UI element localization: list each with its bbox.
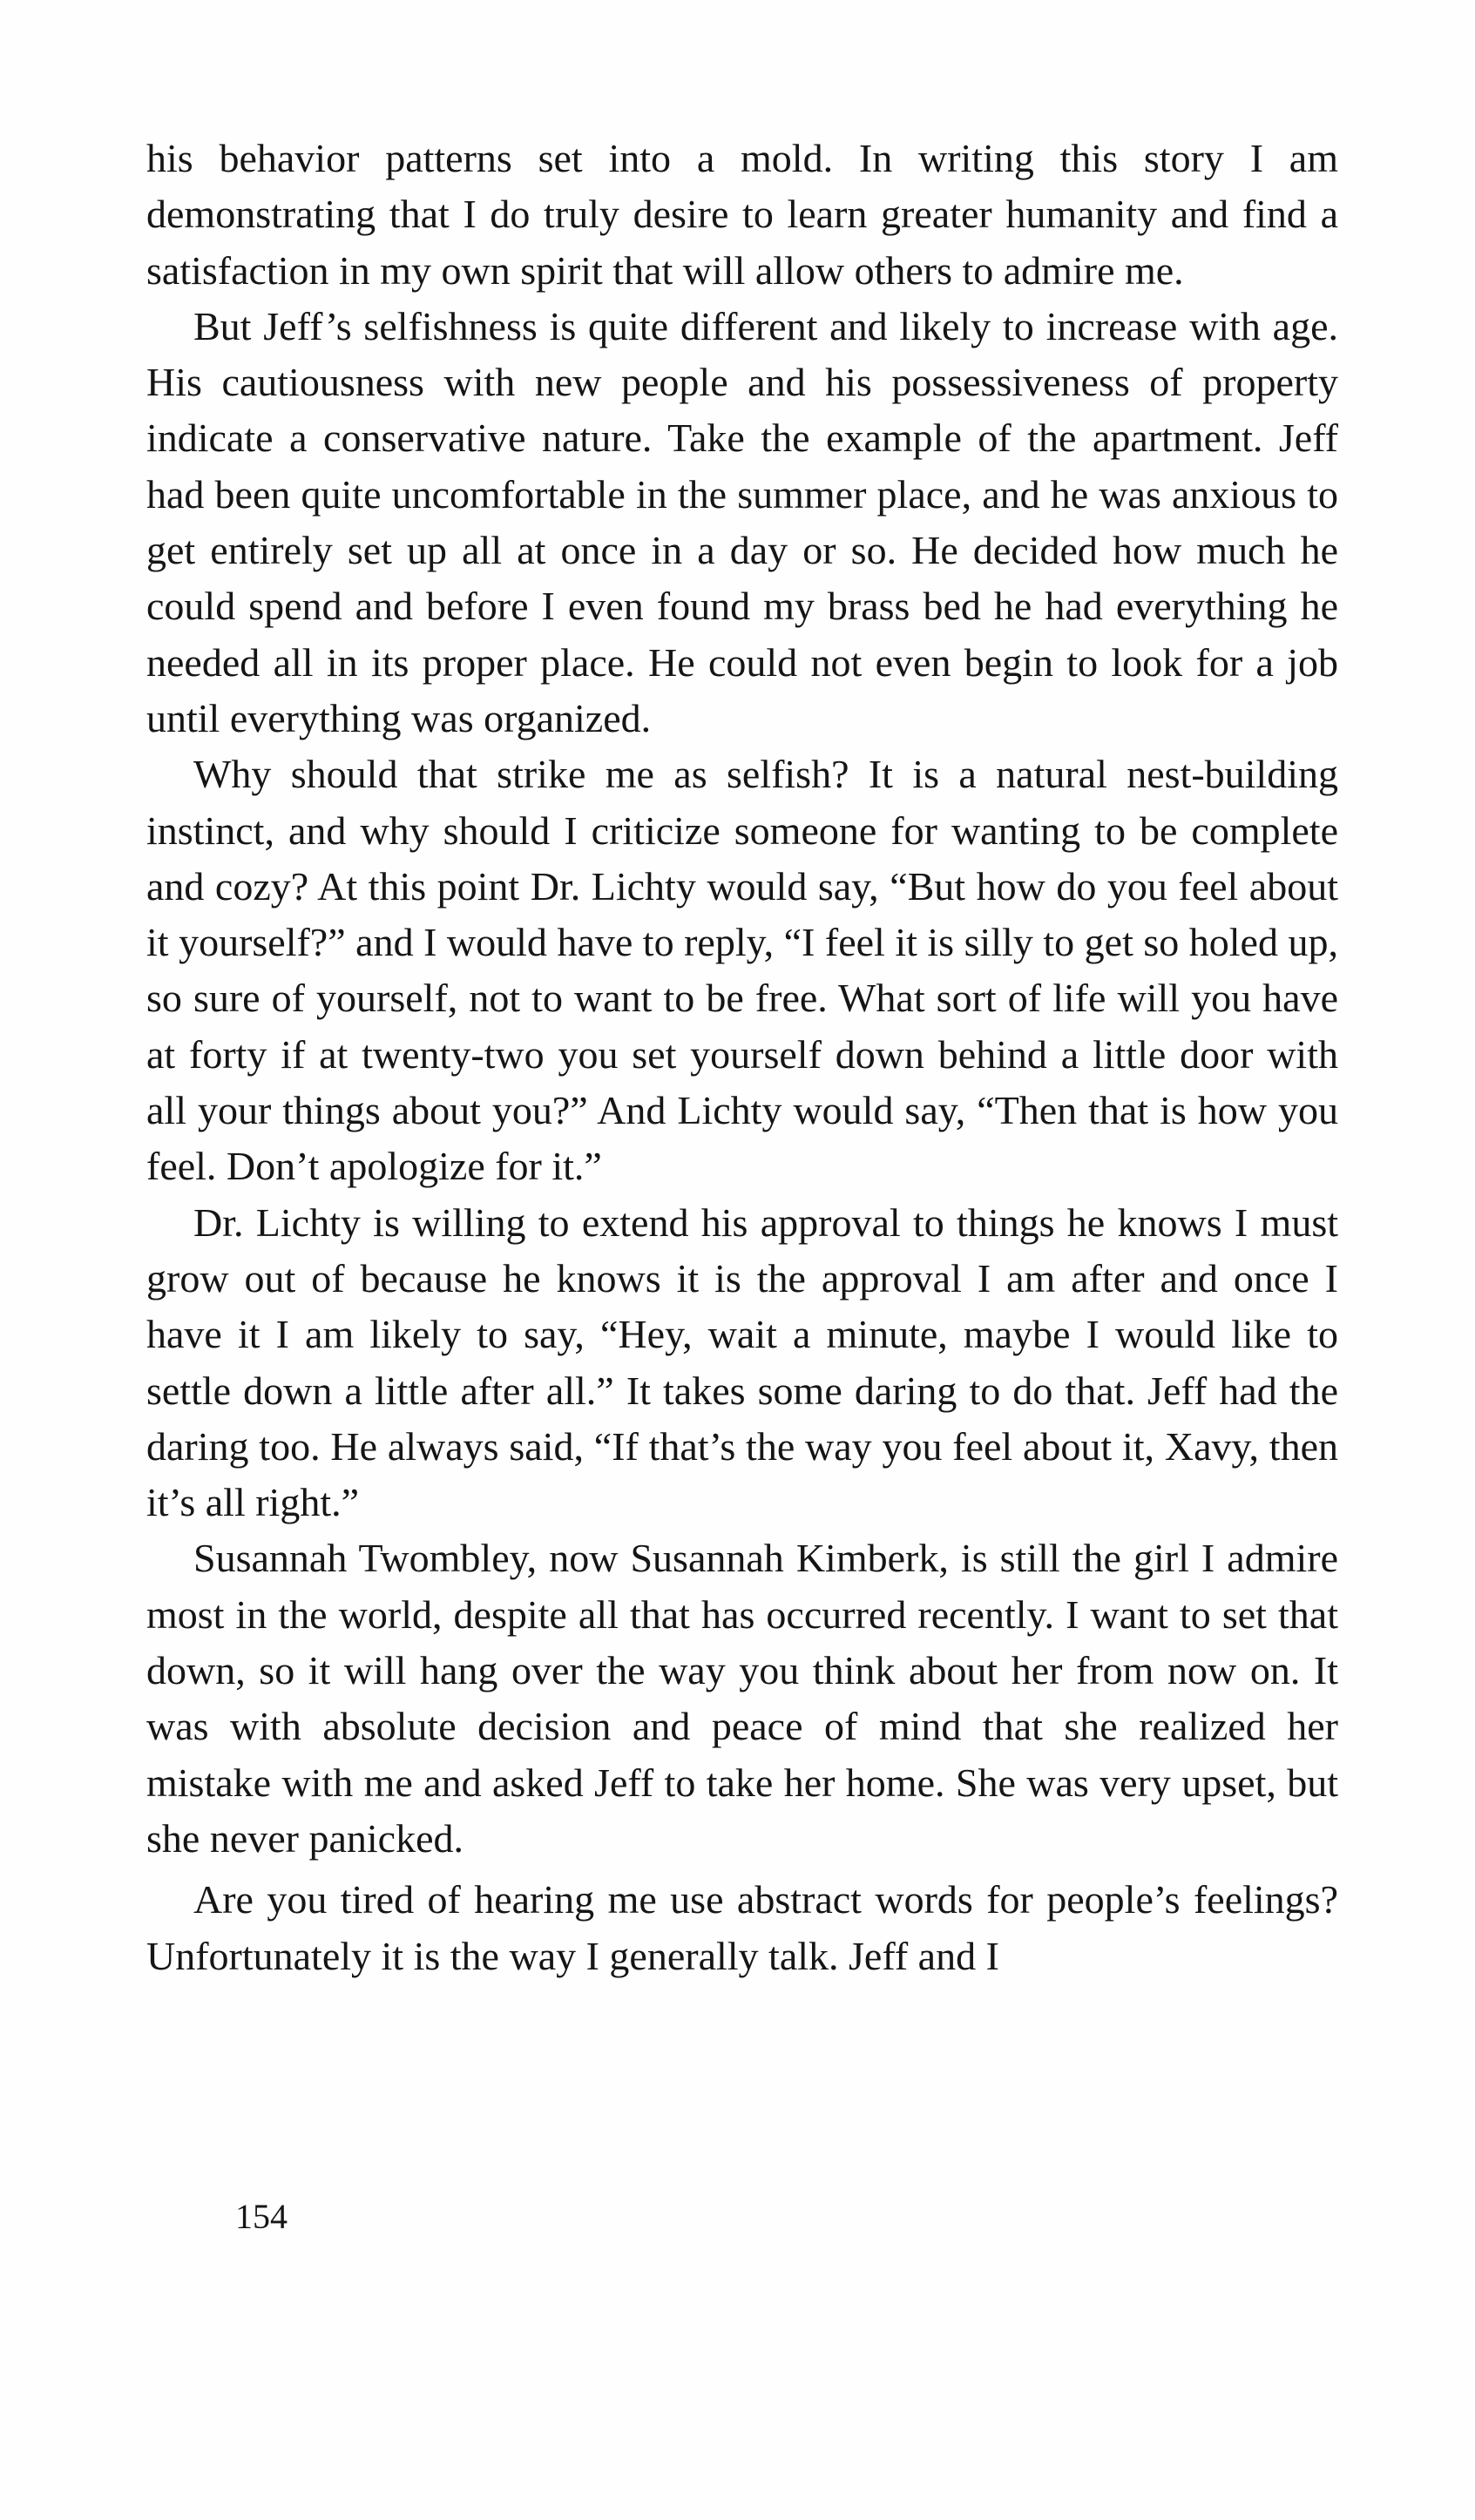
page-number: 154 <box>235 2197 288 2236</box>
paragraph-3: Why should that strike me as selfish? It is a natural nest-building instinct, and why should I criticize someone for wanting to be complete and cozy? At this point Dr. Lichty would say, “But how do you feel about it yourself?” and I would have to reply, “I feel it is silly to get so holed up, so sure of yourself, not to want to be free. What sort of life will you have at forty if at twenty-two you set yourself down behind a little door with all your things about you?” And Lichty would say, “Then that is how you feel. Don’t apologize for it.” <box>146 752 1338 1189</box>
paragraph-1: his behavior patterns set into a mold. In writing this story I am demonstrating that I do truly desire to learn greater humanity and find a satisfaction in my own spirit that will allow others to admire me. <box>146 136 1338 293</box>
paragraph-6: Are you tired of hearing me use abstract words for people’s feelings? Unfortunately it is the way I generally talk. Jeff and I <box>146 1877 1338 1978</box>
body-text <box>146 131 1338 1984</box>
paragraph-5: Susannah Twombley, now Susannah Kimberk, is still the girl I admire most in the world, despite all that has occurred recently. I want to set that down, so it will hang over the way you think about her from now on. It was with absolute decision and peace of mind that she realized her mistake with me and asked Jeff to take her home. She was very upset, but she never panicked. <box>146 1536 1338 1861</box>
paragraph-4: Dr. Lichty is willing to extend his approval to things he knows I must grow out of because he knows it is the approval I am after and once I have it I am likely to say, “Hey, wait a minute, maybe I would like to settle down a little after all.” It takes some daring to do that. Jeff had the daring too. He always said, “If that’s the way you feel about it, Xavy, then it’s all right.” <box>146 1199 1338 1525</box>
paragraph-2: But Jeff’s selfishness is quite different and likely to increase with age. His cautiousness with new people and his possessiveness of property indicate a conservative nature. Take the example of the apartment. Jeff had been quite uncomfortable in the summer place, and he was anxious to get entirely set up all at once in a day or so. He decided how much he could spend and before I even found my brass bed he had everything he needed all in its proper place. He could not even begin to look for a job until everything was organized. <box>146 303 1338 740</box>
